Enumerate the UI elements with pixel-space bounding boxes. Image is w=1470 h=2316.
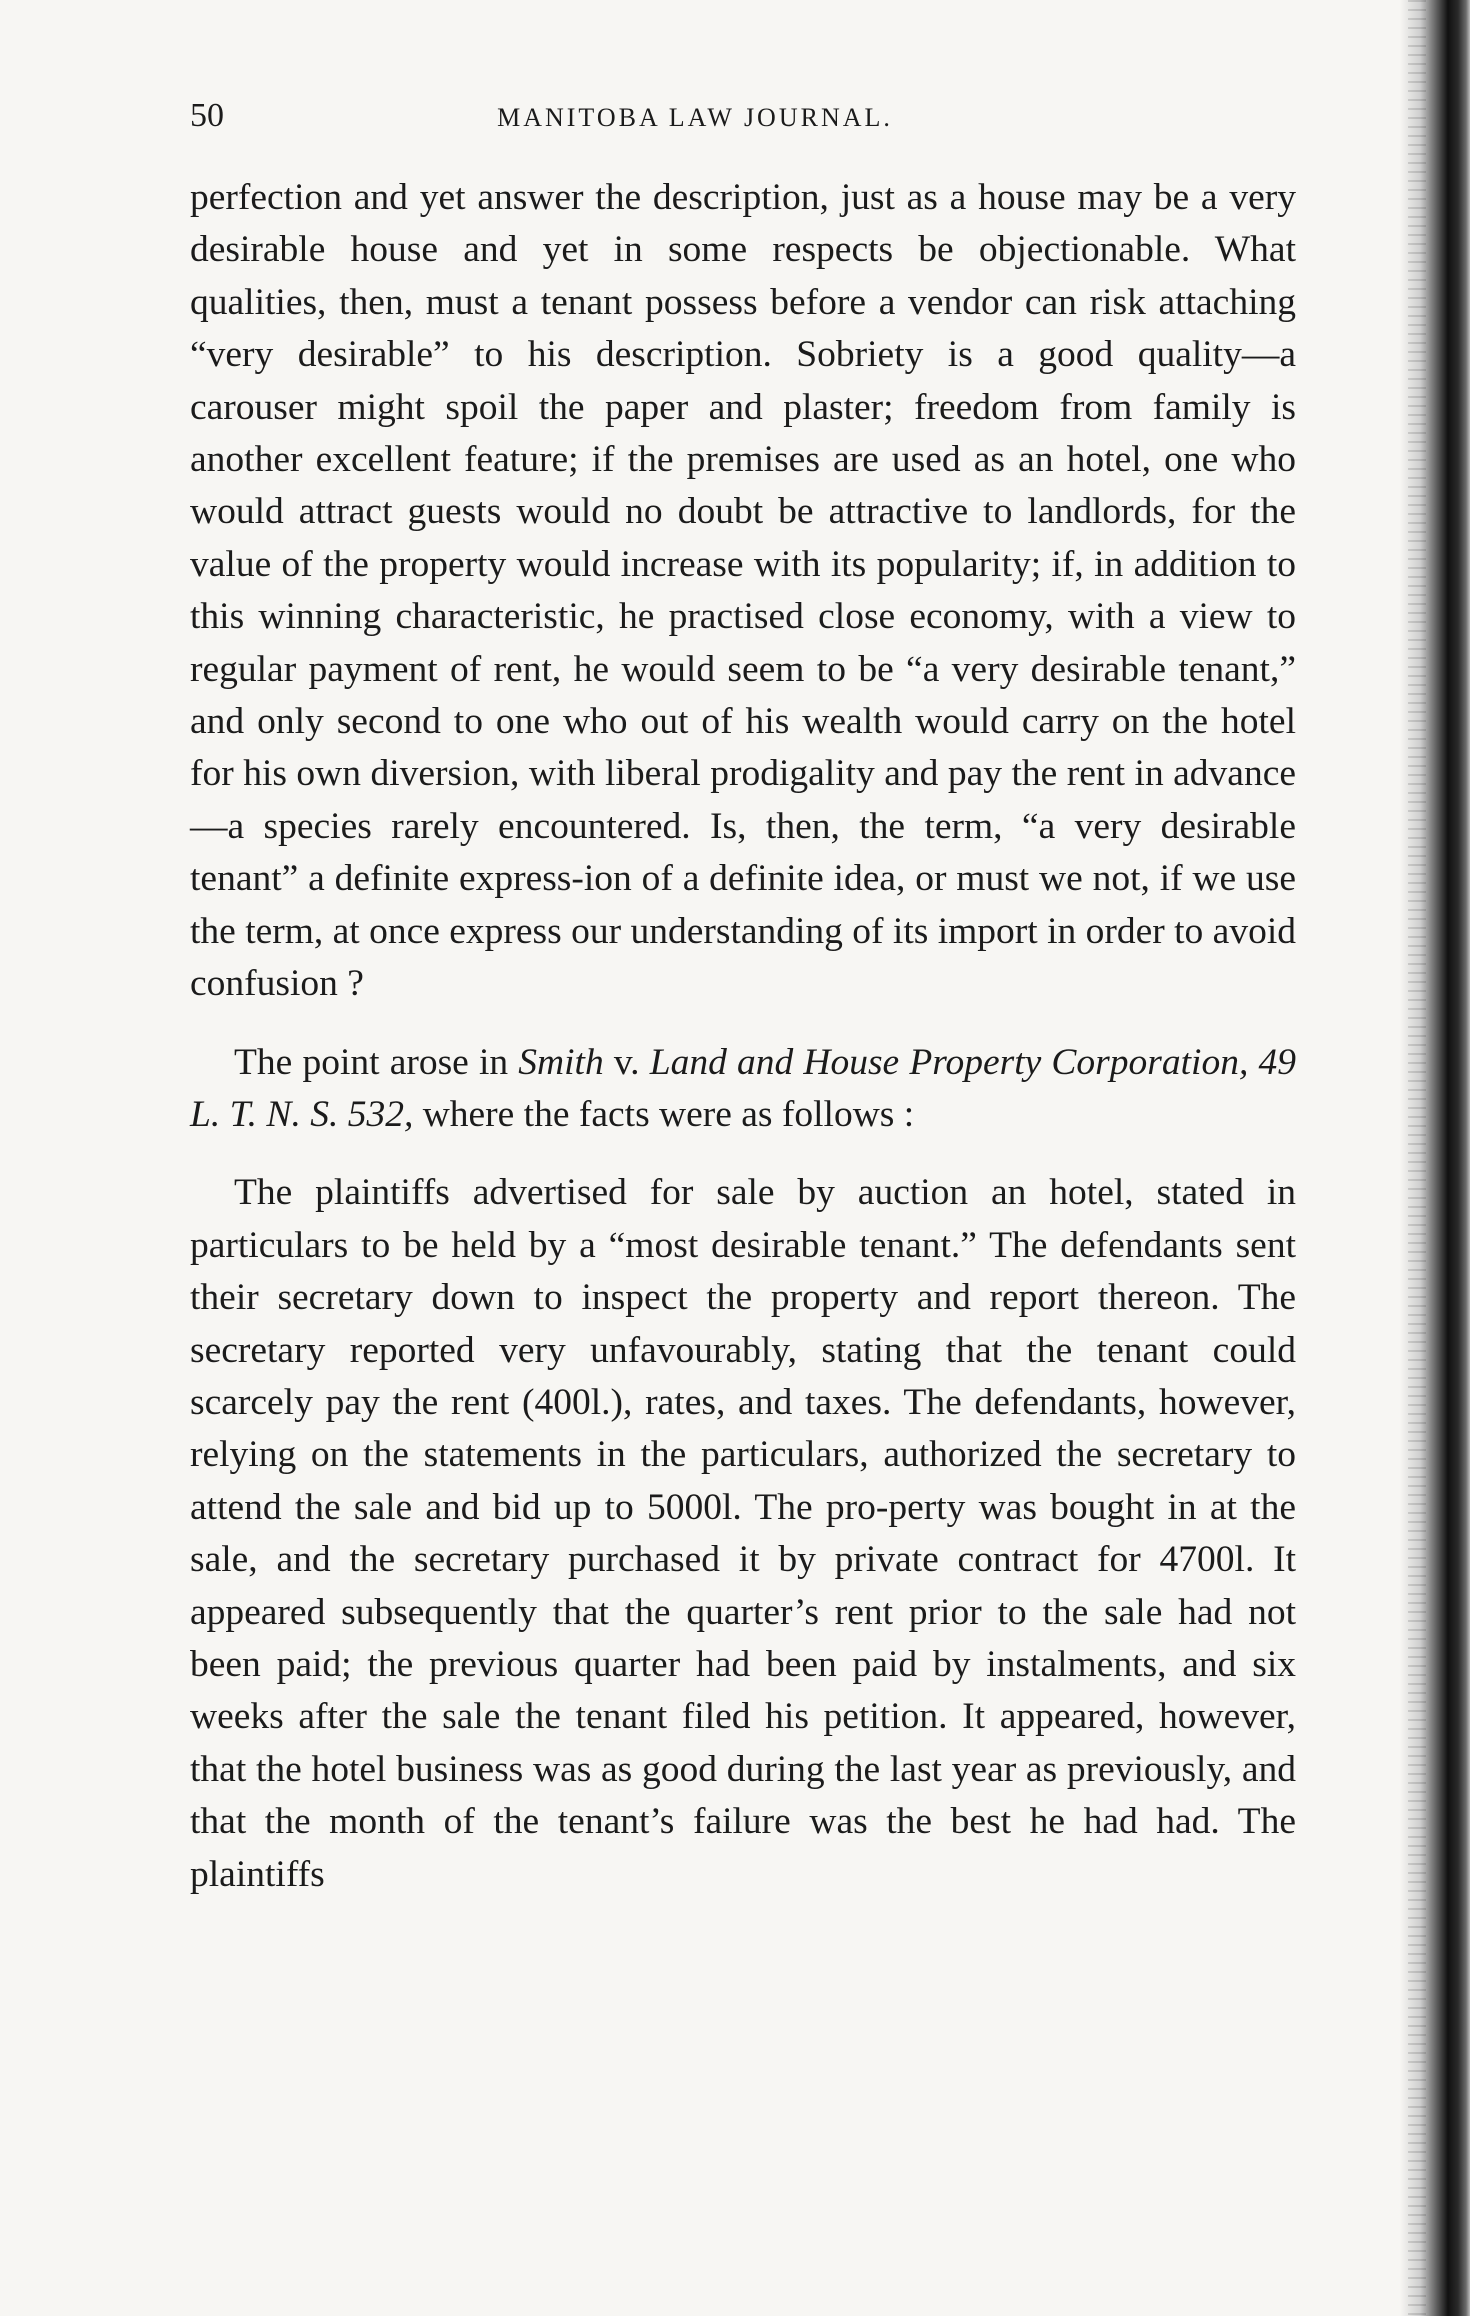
paragraph-2-text-3: where the facts were as follows : <box>413 1093 915 1135</box>
paragraph-2 <box>190 1037 1296 1142</box>
binding-texture <box>1408 0 1426 2316</box>
book-binding-edge <box>1400 0 1470 2316</box>
paragraph-2-text-1: The point arose in <box>234 1041 519 1083</box>
page-number: 50 <box>190 97 224 134</box>
paragraph-3: The plaintiffs advertised for sale by auction an hotel, stated in particulars to be held by a “most desirable tenant.” The defendants sent their secretary down to inspect the property and report thereon. The secretary reported very unfavourably, stating that the tenant could scarcely pay the rent (400l.), rates, and taxes. The defendants, however, relying on the statements in the particulars, authorized the secretary to attend the sale and bid up to 5000l. The pro-perty was bought in at the sale, and the secretary purchased it by private contract for 4700l. It appeared subsequently that the quarter’s rent prior to the sale had not been paid; the previous quarter had been paid by instalments, and six weeks after the sale the tenant filed his petition. It appeared, however, that the hotel business was as good during the last year as previously, and that the month of the tenant’s failure was the best he had had. The plaintiffs <box>190 1172 1296 1895</box>
running-title: MANITOBA LAW JOURNAL. <box>497 103 893 132</box>
paragraph-2-text-2: v. <box>603 1041 650 1083</box>
page-header <box>190 96 1300 136</box>
body-text <box>190 172 1296 1901</box>
case-citation: Land and House Property Corporation, 49 L. T. N. S. 532, <box>190 1041 1296 1135</box>
paragraph-1: perfection and yet answer the description, just as a house may be a very desirable house and yet in some respects be objectionable. What qualities, then, must a tenant possess before a vendor can risk attaching “very desirable” to his description. Sobriety is a good quality—a carouser might spoil the paper and plaster; freedom from family is another excellent feature; if the premises are used as an hotel, one who would attract guests would no doubt be attractive to landlords, for the value of the property would increase with its popularity; if, in addition to this winning characteristic, he practised close economy, with a view to regular payment of rent, he would seem to be “a very desirable tenant,” and only second to one who out of his wealth would carry on the hotel for his own diversion, with liberal prodigality and pay the rent in advance—a species rarely encountered. Is, then, the term, “a very desirable tenant” a definite express-ion of a definite idea, or must we not, if we use the term, at once express our understanding of its import in order to avoid confusion ? <box>190 177 1296 1005</box>
case-name-smith: Smith <box>518 1041 604 1083</box>
